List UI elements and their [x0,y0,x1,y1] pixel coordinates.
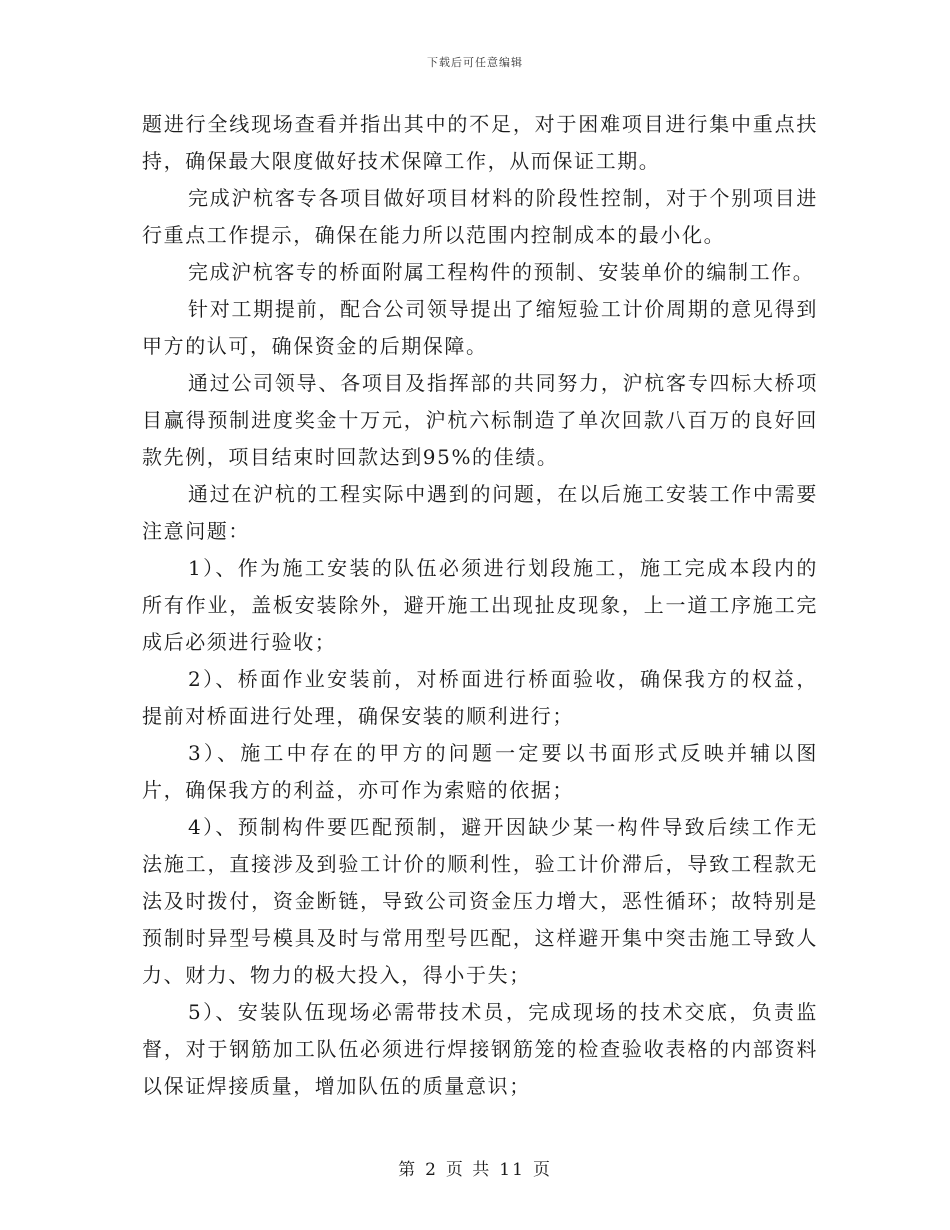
footer-suffix: 页 [532,1160,552,1180]
footer-total-pages: 11 [499,1160,525,1180]
footer-middle: 页 共 [445,1160,492,1180]
paragraph-6: 通过在沪杭的工程实际中遇到的问题，在以后施工安装工作中需要注意问题： [142,482,818,543]
footer-prefix: 第 [398,1160,418,1180]
paragraph-3: 完成沪杭客专的桥面附属工程构件的预制、安装单价的编制工作。 [188,260,815,284]
list-item-3: 3）、施工中存在的甲方的问题一定要以书面形式反映并辅以图片，确保我方的利益，亦可作为索赔的依据； [142,741,818,802]
document-body [142,106,818,1105]
list-item-1: 1）、作为施工安装的队伍必须进行划段施工，施工完成本段内的所有作业，盖板安装除外，避开施工出现扯皮现象，上一道工序施工完成后必须进行验收； [142,556,818,654]
header-note: 下载后可任意编辑 [427,56,523,69]
page-footer [0,1155,950,1180]
paragraph-5: 通过公司领导、各项目及指挥部的共同努力，沪杭客专四标大桥项目赢得预制进度奖金十万元，沪杭六标制造了单次回款八百万的良好回款先例，项目结束时回款达到95%的佳绩。 [142,371,818,469]
list-item-2: 2）、桥面作业安装前，对桥面进行桥面验收，确保我方的权益，提前对桥面进行处理，确保安装的顺利进行； [142,667,818,728]
list-item-5: 5）、安装队伍现场必需带技术员，完成现场的技术交底，负责监督，对于钢筋加工队伍必须进行焊接钢筋笼的检查验收表格的内部资料以保证焊接质量，增加队伍的质量意识； [142,1000,818,1098]
footer-current-page: 2 [425,1160,438,1180]
paragraph-2: 完成沪杭客专各项目做好项目材料的阶段性控制，对于个别项目进行重点工作提示，确保在能力所以范围内控制成本的最小化。 [142,186,818,247]
paragraph-4: 针对工期提前，配合公司领导提出了缩短验工计价周期的意见得到甲方的认可，确保资金的后期保障。 [142,297,818,358]
list-item-4: 4）、预制构件要匹配预制，避开因缺少某一构件导致后续工作无法施工，直接涉及到验工计价的顺利性，验工计价滞后，导致工程款无法及时拨付，资金断链，导致公司资金压力增大，恶性循环；故特别是预制时异型号模具及时与常用型号匹配，这样避开集中突击施工导致人力、财力、物力的极大投入，得小于失； [142,815,818,987]
paragraph-1: 题进行全线现场查看并指出其中的不足，对于困难项目进行集中重点扶持，确保最大限度做好技术保障工作，从而保证工期。 [142,112,818,173]
